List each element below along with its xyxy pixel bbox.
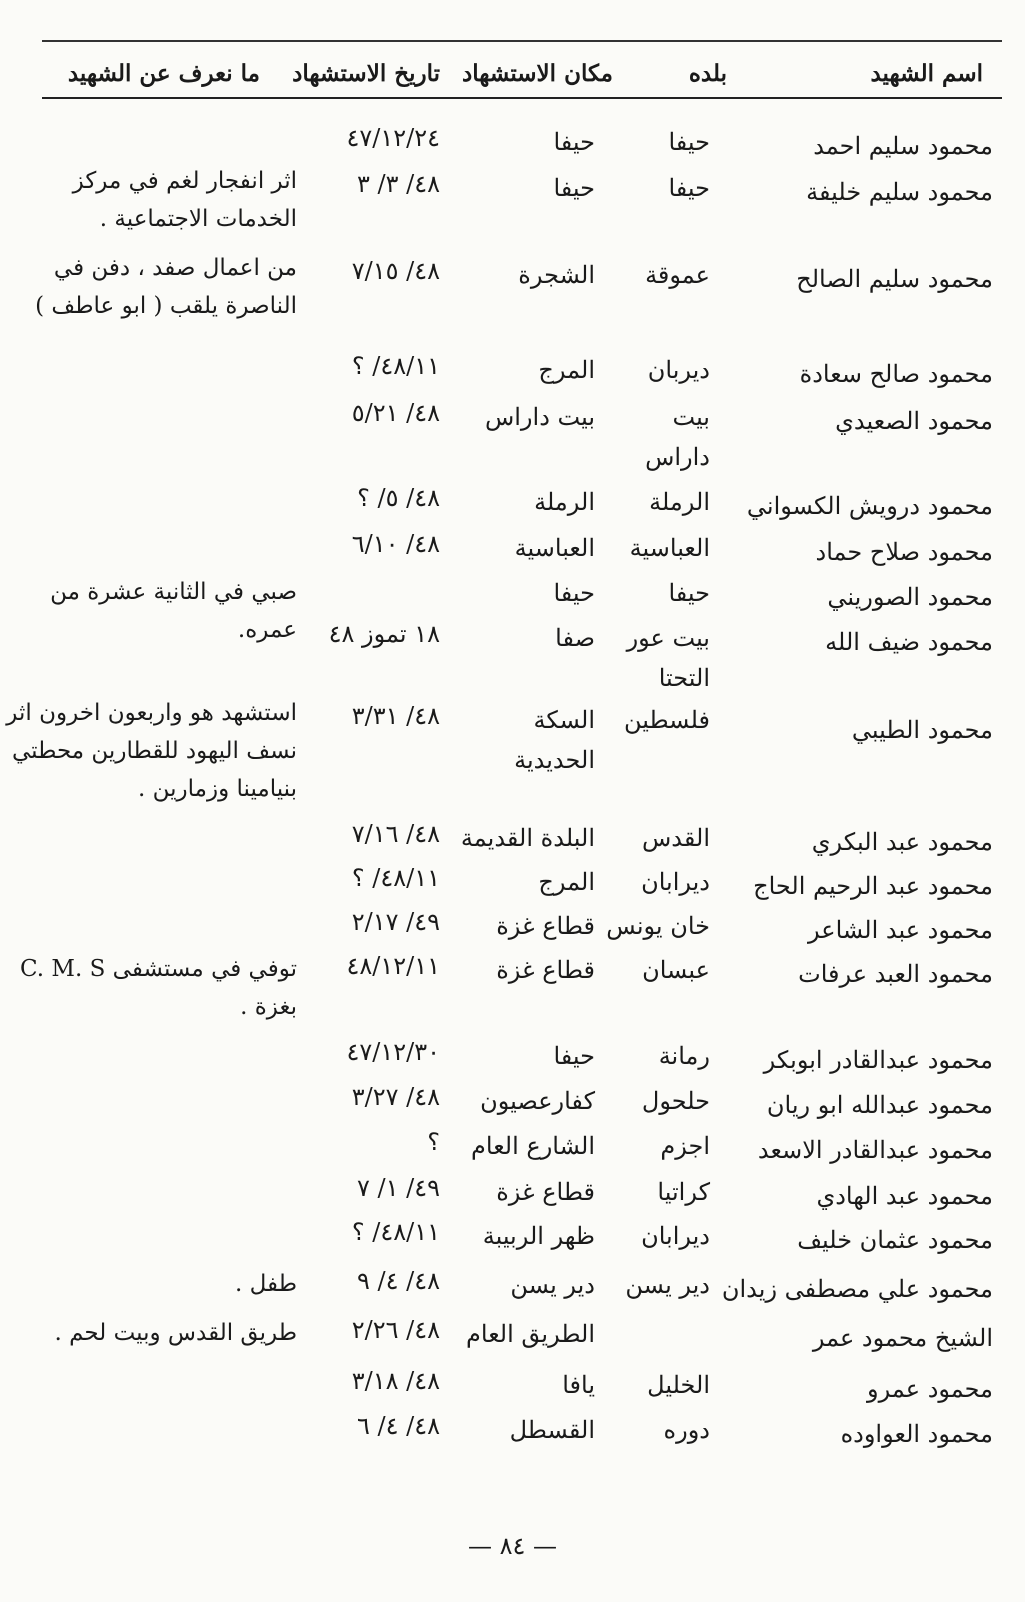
cell-place: بيت داراس (484, 403, 595, 431)
cell-name: محمود الصوريني (827, 583, 993, 611)
cell-town: خان يونس (606, 912, 710, 940)
cell-name: محمود عبد البكري (811, 828, 993, 856)
cell-name: محمود العواوده (840, 1420, 993, 1448)
header-place: مكان الاستشهاد (461, 60, 613, 87)
cell-name: محمود صالح سعادة (799, 360, 993, 388)
cell-name: محمود الطيبي (851, 716, 993, 744)
cell-town: دير يسن (625, 1271, 710, 1299)
cell-name: محمود علي مصطفى زيدان (721, 1275, 993, 1303)
cell-town: حلحول (641, 1087, 710, 1115)
cell-place: البلدة القديمة (460, 824, 595, 852)
cell-town: ديرابان (641, 1222, 710, 1250)
header-notes: ما نعرف عن الشهيد (67, 60, 260, 87)
cell-place: حيفا (553, 128, 595, 156)
cell-date: ٤٨/١١/ ؟ (351, 864, 440, 892)
cell-town: بيت عور التحتا (626, 624, 710, 692)
cell-town: ديربان (647, 356, 710, 384)
cell-name: محمود درويش الكسواني (746, 492, 993, 520)
cell-town: عبسان (642, 956, 710, 984)
cell-date: ٤٨/ ٤/ ٩ (357, 1267, 440, 1295)
cell-name: محمود عبدالقادر ابوبكر (763, 1046, 993, 1074)
cell-date: ٤٨/١٢/١١ (346, 952, 440, 980)
cell-name: محمود سليم الصالح (796, 265, 993, 293)
cell-date: ٤٩/ ١/ ٧ (357, 1174, 440, 1202)
cell-date: ٤٨/ ٢/٢٦ (351, 1316, 440, 1344)
cell-date: ؟ (427, 1128, 440, 1156)
cell-place: دير يسن (510, 1271, 595, 1299)
page-number: — ٨٤ — (467, 1532, 558, 1560)
cell-place: الرملة (534, 488, 595, 516)
cell-town: الرملة (649, 488, 710, 516)
cell-date: ٤٨/١١/ ؟ (351, 352, 440, 380)
cell-name: محمود عبدالقادر الاسعد (757, 1136, 993, 1164)
cell-place: حيفا (553, 174, 595, 202)
cell-date: ٤٨/ ٣/١٨ (351, 1367, 440, 1395)
cell-town: اجزم (660, 1132, 710, 1160)
cell-date: ٤٩/ ٢/١٧ (351, 908, 440, 936)
cell-place: كفارعصيون (480, 1087, 595, 1115)
cell-place: الشارع العام (471, 1132, 595, 1160)
cell-town: ديرابان (641, 868, 710, 896)
cell-town: بيت داراس (645, 403, 710, 471)
cell-name: محمود عبد الهادي (816, 1182, 993, 1210)
cell-town: الخليل (647, 1371, 710, 1399)
cell-place: المرج (538, 868, 595, 896)
cell-name: محمود عبد الشاعر (808, 916, 993, 944)
cell-name: محمود عثمان خليف (797, 1226, 993, 1254)
cell-town: حيفا (668, 174, 710, 202)
cell-place: المرج (538, 356, 595, 384)
cell-notes: اثر انفجار لغم في مركز الخدمات الاجتماعية . (72, 168, 297, 232)
cell-town: دوره (663, 1416, 710, 1444)
cell-date: ٤٨/ ٣/٢٧ (351, 1083, 440, 1111)
cell-town: فلسطين (623, 706, 710, 734)
cell-place: قطاع غزة (496, 1178, 595, 1206)
cell-notes: من اعمال صفد ، دفن في الناصرة يلقب ( ابو عاطف ) (35, 255, 297, 319)
cell-town: حيفا (668, 579, 710, 607)
cell-name: محمود سليم خليفة (806, 178, 993, 206)
cell-place: يافا (562, 1371, 595, 1399)
cell-notes: طريق القدس وبيت لحم . (54, 1320, 297, 1346)
cell-place: قطاع غزة (496, 956, 595, 984)
cell-date: ٤٨/ ٥/ ؟ (357, 484, 440, 512)
cell-place: العباسية (514, 534, 595, 562)
cell-town: القدس (641, 824, 710, 852)
cell-name: محمود الصعيدي (835, 407, 993, 435)
cell-name: محمود سليم احمد (813, 132, 993, 160)
cell-name: الشيخ محمود عمر (812, 1324, 993, 1352)
cell-notes: توفي في مستشفى C. M. S بغزة . (20, 956, 297, 1020)
cell-town: عموقة (645, 261, 710, 289)
header-date: تاريخ الاستشهاد (292, 60, 440, 87)
cell-date: ٤٧/١٢/٣٠ (346, 1038, 440, 1066)
cell-place: الطريق العام (466, 1320, 595, 1348)
cell-name: محمود عبد الرحيم الحاج (753, 872, 993, 900)
cell-date: ٤٨/١١/ ؟ (351, 1218, 440, 1246)
cell-date: ٤٨/ ٣/ ٣ (357, 170, 440, 198)
cell-date: ٤٨/ ٧/١٥ (351, 257, 440, 285)
cell-place: ظهر الربيبة (482, 1222, 595, 1250)
cell-notes: طفل . (235, 1271, 297, 1297)
header-name: اسم الشهيد (870, 60, 983, 87)
cell-date: ٤٨/ ٥/٢١ (351, 399, 440, 427)
header-town: بلده (688, 60, 727, 87)
cell-place: حيفا (553, 579, 595, 607)
cell-place: حيفا (553, 1042, 595, 1070)
cell-name: محمود ضيف الله (825, 628, 993, 656)
cell-town: العباسية (629, 534, 710, 562)
cell-date: ٤٨/ ٤/ ٦ (357, 1412, 440, 1440)
cell-notes: استشهد هو واربعون اخرون اثر نسف اليهود للقطارين محطتي بنيامينا وزمارين . (6, 700, 297, 802)
cell-place: القسطل (509, 1416, 595, 1444)
cell-town: رمانة (658, 1042, 710, 1070)
cell-place: السكة الحديدية (514, 706, 595, 774)
cell-name: محمود العبد عرفات (798, 960, 993, 988)
cell-place: قطاع غزة (496, 912, 595, 940)
cell-date: ٤٨/ ٦/١٠ (351, 530, 440, 558)
cell-place: صفا (555, 624, 595, 652)
cell-date: ٤٨/ ٣/٣١ (351, 702, 440, 730)
cell-town: كراتيا (657, 1178, 710, 1206)
cell-name: محمود صلاح حماد (815, 538, 993, 566)
cell-name: محمود عمرو (867, 1375, 993, 1403)
cell-date: ٤٧/١٢/٢٤ (346, 124, 440, 152)
cell-name: محمود عبدالله ابو ريان (766, 1091, 993, 1119)
cell-notes: صبي في الثانية عشرة من عمره. (50, 579, 297, 643)
cell-date: ٤٨/ ٧/١٦ (351, 820, 440, 848)
cell-town: حيفا (668, 128, 710, 156)
cell-place: الشجرة (518, 261, 595, 289)
cell-date: ١٨ تموز ٤٨ (328, 620, 440, 648)
